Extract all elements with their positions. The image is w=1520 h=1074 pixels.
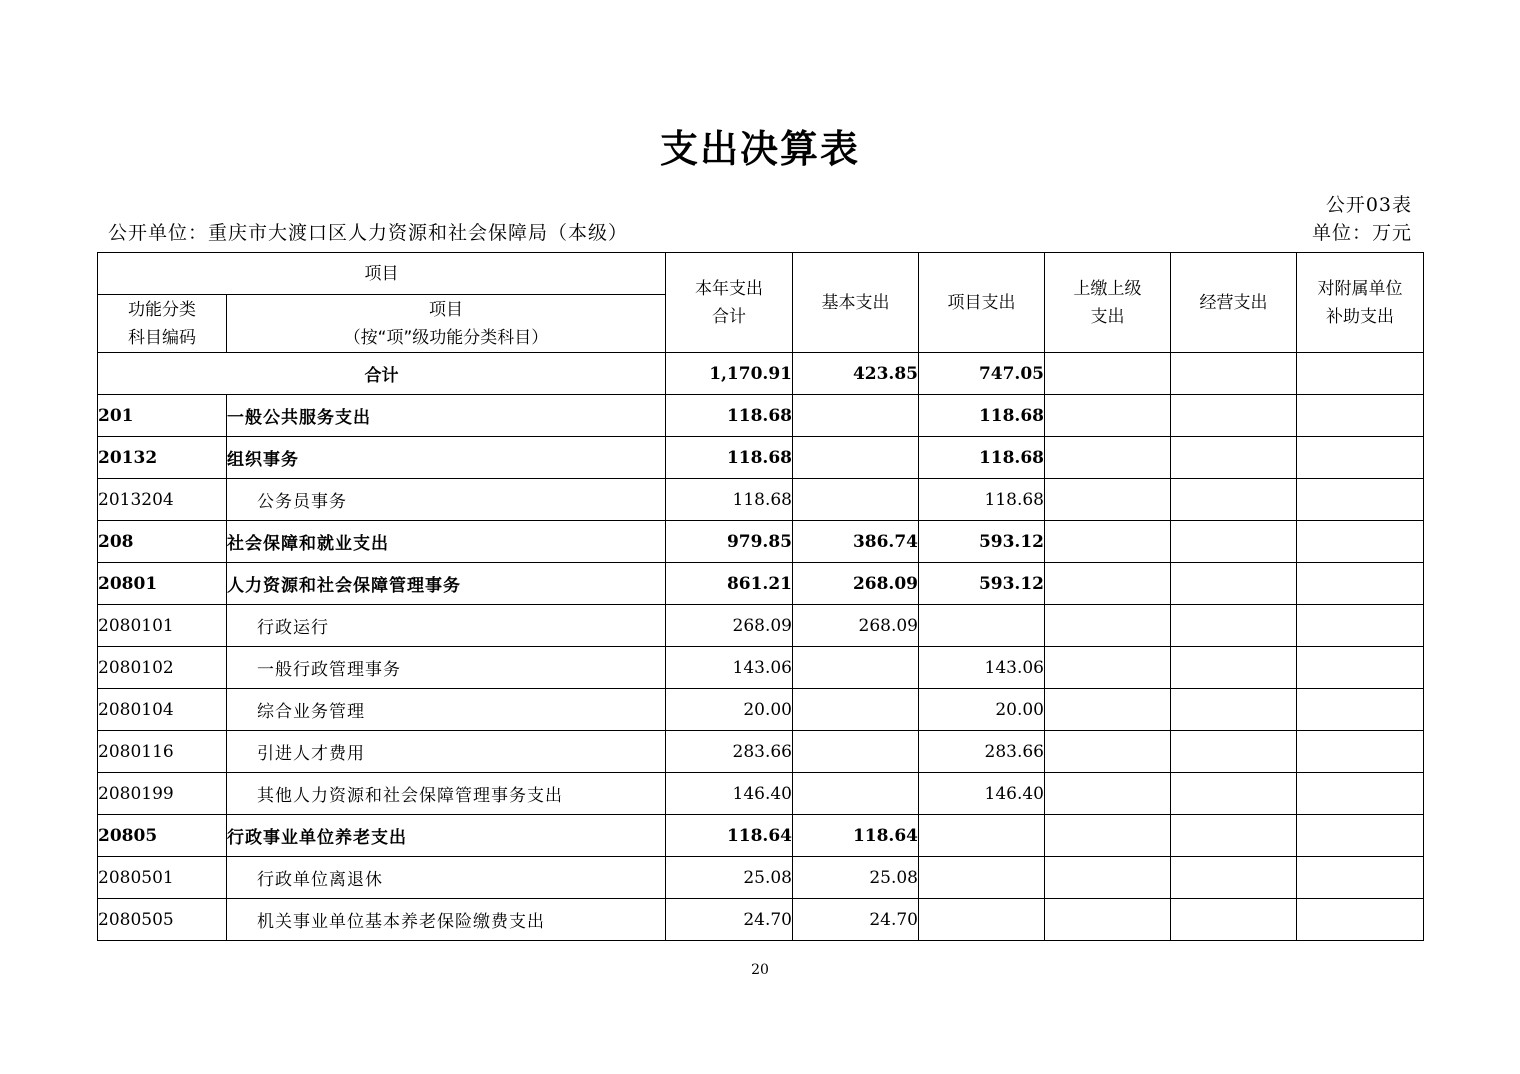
- name-cell: 社会保障和就业支出: [227, 521, 666, 563]
- business-cell: [1171, 521, 1297, 563]
- upper-cell: [1045, 731, 1171, 773]
- total-cell: 143.06: [666, 647, 793, 689]
- basic-cell: [793, 689, 919, 731]
- table-row: [98, 773, 1424, 815]
- upper-cell: [1045, 521, 1171, 563]
- basic-cell: 386.74: [793, 521, 919, 563]
- code-cell: 2080101: [98, 605, 227, 647]
- upper-cell: [1045, 563, 1171, 605]
- basic-cell: [793, 437, 919, 479]
- total-cell: 24.70: [666, 899, 793, 941]
- table-row: [98, 479, 1424, 521]
- basic-cell: [793, 395, 919, 437]
- name-cell: 组织事务: [227, 437, 666, 479]
- total-cell: 118.68: [666, 479, 793, 521]
- upper-cell: [1045, 689, 1171, 731]
- name-cell: 综合业务管理: [227, 689, 666, 731]
- unit-line: 单位：万元: [1311, 222, 1412, 244]
- subsidy-cell: [1297, 857, 1424, 899]
- subsidy-cell: [1297, 437, 1424, 479]
- upper-cell: [1045, 815, 1171, 857]
- table-row: [98, 563, 1424, 605]
- total-label: 合计: [98, 353, 666, 395]
- business-cell: [1171, 605, 1297, 647]
- basic-cell: 25.08: [793, 857, 919, 899]
- header-subsidy: 对附属单位 补助支出: [1297, 253, 1424, 353]
- table-row: [98, 437, 1424, 479]
- header-business: 经营支出: [1171, 253, 1297, 353]
- project-cell: 143.06: [919, 647, 1045, 689]
- header-name: 项目 （按“项”级功能分类科目）: [227, 295, 666, 353]
- code-cell: 2080199: [98, 773, 227, 815]
- name-cell: 引进人才费用: [227, 731, 666, 773]
- header-code: 功能分类 科目编码: [98, 295, 227, 353]
- project-cell: 593.12: [919, 563, 1045, 605]
- total-cell: 25.08: [666, 857, 793, 899]
- code-cell: 201: [98, 395, 227, 437]
- code-cell: 2013204: [98, 479, 227, 521]
- total-cell: 1,170.91: [666, 353, 793, 395]
- table-row: [98, 731, 1424, 773]
- total-cell: 20.00: [666, 689, 793, 731]
- upper-cell: [1045, 773, 1171, 815]
- basic-cell: [793, 773, 919, 815]
- subsidy-cell: [1297, 899, 1424, 941]
- project-cell: [919, 605, 1045, 647]
- table-row: [98, 815, 1424, 857]
- project-cell: 747.05: [919, 353, 1045, 395]
- basic-cell: [793, 647, 919, 689]
- expenditure-table: [97, 252, 1424, 941]
- code-cell: 20801: [98, 563, 227, 605]
- table-row: [98, 689, 1424, 731]
- total-cell: 979.85: [666, 521, 793, 563]
- subsidy-cell: [1297, 479, 1424, 521]
- business-cell: [1171, 353, 1297, 395]
- subsidy-cell: [1297, 395, 1424, 437]
- upper-cell: [1045, 605, 1171, 647]
- basic-cell: 118.64: [793, 815, 919, 857]
- upper-cell: [1045, 353, 1171, 395]
- header-upper: 上缴上级 支出: [1045, 253, 1171, 353]
- upper-cell: [1045, 899, 1171, 941]
- project-cell: [919, 815, 1045, 857]
- table-row: [98, 899, 1424, 941]
- page-title: 支出决算表: [659, 127, 860, 171]
- basic-cell: 24.70: [793, 899, 919, 941]
- subsidy-cell: [1297, 815, 1424, 857]
- project-cell: 118.68: [919, 437, 1045, 479]
- table-row: [98, 605, 1424, 647]
- name-cell: 公务员事务: [227, 479, 666, 521]
- code-cell: 20132: [98, 437, 227, 479]
- business-cell: [1171, 731, 1297, 773]
- upper-cell: [1045, 437, 1171, 479]
- form-tag: 公开03表: [1325, 194, 1412, 216]
- code-cell: 2080104: [98, 689, 227, 731]
- code-cell: 20805: [98, 815, 227, 857]
- code-cell: 208: [98, 521, 227, 563]
- business-cell: [1171, 857, 1297, 899]
- upper-cell: [1045, 647, 1171, 689]
- name-cell: 一般行政管理事务: [227, 647, 666, 689]
- business-cell: [1171, 899, 1297, 941]
- subsidy-cell: [1297, 605, 1424, 647]
- subsidy-cell: [1297, 353, 1424, 395]
- project-cell: 118.68: [919, 395, 1045, 437]
- project-cell: 593.12: [919, 521, 1045, 563]
- header-basic: 基本支出: [793, 253, 919, 353]
- total-cell: 146.40: [666, 773, 793, 815]
- project-cell: 283.66: [919, 731, 1045, 773]
- subsidy-cell: [1297, 521, 1424, 563]
- subsidy-cell: [1297, 563, 1424, 605]
- org-line: 公开单位：重庆市大渡口区人力资源和社会保障局（本级）: [108, 222, 629, 244]
- business-cell: [1171, 479, 1297, 521]
- table-row: [98, 647, 1424, 689]
- table-row: [98, 857, 1424, 899]
- code-cell: 2080505: [98, 899, 227, 941]
- subsidy-cell: [1297, 731, 1424, 773]
- upper-cell: [1045, 857, 1171, 899]
- name-cell: 行政运行: [227, 605, 666, 647]
- total-row: [98, 353, 1424, 395]
- header-project: 项目支出: [919, 253, 1045, 353]
- total-cell: 118.68: [666, 437, 793, 479]
- code-cell: 2080501: [98, 857, 227, 899]
- subsidy-cell: [1297, 647, 1424, 689]
- subsidy-cell: [1297, 689, 1424, 731]
- total-cell: 118.68: [666, 395, 793, 437]
- total-cell: 268.09: [666, 605, 793, 647]
- business-cell: [1171, 773, 1297, 815]
- code-cell: 2080102: [98, 647, 227, 689]
- business-cell: [1171, 647, 1297, 689]
- total-cell: 118.64: [666, 815, 793, 857]
- business-cell: [1171, 395, 1297, 437]
- name-cell: 人力资源和社会保障管理事务: [227, 563, 666, 605]
- name-cell: 行政事业单位养老支出: [227, 815, 666, 857]
- name-cell: 其他人力资源和社会保障管理事务支出: [227, 773, 666, 815]
- business-cell: [1171, 689, 1297, 731]
- total-cell: 283.66: [666, 731, 793, 773]
- basic-cell: [793, 479, 919, 521]
- basic-cell: 268.09: [793, 563, 919, 605]
- name-cell: 一般公共服务支出: [227, 395, 666, 437]
- project-cell: 146.40: [919, 773, 1045, 815]
- total-cell: 861.21: [666, 563, 793, 605]
- basic-cell: 268.09: [793, 605, 919, 647]
- name-cell: 行政单位离退休: [227, 857, 666, 899]
- project-cell: [919, 899, 1045, 941]
- project-cell: 20.00: [919, 689, 1045, 731]
- code-cell: 2080116: [98, 731, 227, 773]
- table-row: [98, 395, 1424, 437]
- table-row: [98, 521, 1424, 563]
- project-cell: 118.68: [919, 479, 1045, 521]
- upper-cell: [1045, 479, 1171, 521]
- header-item: 项目: [98, 253, 666, 295]
- header-total: 本年支出 合计: [666, 253, 793, 353]
- name-cell: 机关事业单位基本养老保险缴费支出: [227, 899, 666, 941]
- business-cell: [1171, 437, 1297, 479]
- upper-cell: [1045, 395, 1171, 437]
- business-cell: [1171, 815, 1297, 857]
- project-cell: [919, 857, 1045, 899]
- business-cell: [1171, 563, 1297, 605]
- basic-cell: 423.85: [793, 353, 919, 395]
- page-number: 20: [751, 962, 769, 978]
- basic-cell: [793, 731, 919, 773]
- subsidy-cell: [1297, 773, 1424, 815]
